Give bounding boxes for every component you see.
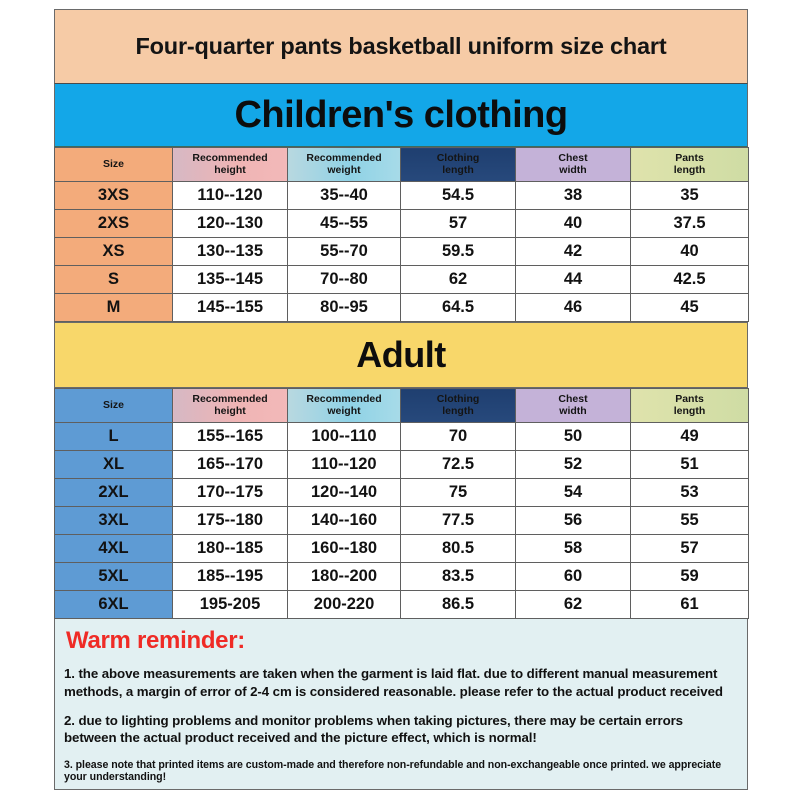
cell-size: M (55, 294, 173, 322)
cell-size: 3XL (55, 507, 173, 535)
column-header-recommended-weight (288, 148, 401, 182)
table-row (55, 535, 749, 563)
chart-title-banner (54, 9, 748, 83)
column-header-chest-width (516, 389, 631, 423)
cell-clothing-length: 80.5 (401, 535, 516, 563)
header-line-2: length (673, 404, 706, 417)
header-line-2: width (559, 163, 587, 176)
cell-size: 2XS (55, 210, 173, 238)
children-table-header-row (55, 148, 749, 182)
cell-size: 2XL (55, 479, 173, 507)
header-line-1: Chest (558, 151, 588, 164)
column-header-pants-length (631, 389, 749, 423)
column-header-recommended-height (173, 148, 288, 182)
table-row (55, 563, 749, 591)
adult-size-table (54, 388, 749, 619)
header-line-2: weight (327, 163, 361, 176)
header-line-1: Chest (558, 392, 588, 405)
page-title: Four-quarter pants basketball uniform size chart (135, 33, 667, 59)
header-line-2: length (442, 404, 474, 417)
cell-pants-length: 51 (631, 451, 749, 479)
cell-clothing-length: 57 (401, 210, 516, 238)
table-row (55, 182, 749, 210)
cell-size: XL (55, 451, 173, 479)
cell-chest-width: 54 (516, 479, 631, 507)
cell-height: 120--130 (173, 210, 288, 238)
cell-pants-length: 35 (631, 182, 749, 210)
cell-clothing-length: 64.5 (401, 294, 516, 322)
section-banner-children (54, 83, 748, 147)
cell-chest-width: 58 (516, 535, 631, 563)
header-line-1: Recommended (306, 151, 382, 164)
cell-chest-width: 38 (516, 182, 631, 210)
header-line-1: Pants (675, 392, 704, 405)
column-header-clothing-length (401, 389, 516, 423)
header-line-2: height (214, 163, 246, 176)
cell-height: 170--175 (173, 479, 288, 507)
column-header-size: Size (55, 389, 173, 423)
cell-weight: 200-220 (288, 591, 401, 619)
column-header-size: Size (55, 148, 173, 182)
cell-height: 155--165 (173, 423, 288, 451)
cell-weight: 140--160 (288, 507, 401, 535)
section-title-children: Children's clothing (234, 94, 568, 136)
cell-size: 5XL (55, 563, 173, 591)
size-chart-sheet (54, 9, 748, 790)
cell-chest-width: 42 (516, 238, 631, 266)
cell-chest-width: 52 (516, 451, 631, 479)
adult-table-header-row (55, 389, 749, 423)
table-row (55, 238, 749, 266)
warm-reminder-title: Warm reminder: (66, 627, 245, 654)
cell-weight: 45--55 (288, 210, 401, 238)
cell-chest-width: 60 (516, 563, 631, 591)
header-line-2: weight (327, 404, 361, 417)
cell-chest-width: 40 (516, 210, 631, 238)
warm-reminder-note-3: 3. please note that printed items are custom-made and therefore non-refundable and non-exchangeable once printed. we appreciate your understanding! (64, 758, 722, 784)
cell-height: 110--120 (173, 182, 288, 210)
table-row (55, 266, 749, 294)
column-header-pants-length (631, 148, 749, 182)
cell-height: 180--185 (173, 535, 288, 563)
column-header-recommended-weight (288, 389, 401, 423)
table-row (55, 294, 749, 322)
table-row (55, 591, 749, 619)
cell-clothing-length: 86.5 (401, 591, 516, 619)
cell-chest-width: 44 (516, 266, 631, 294)
warm-reminder-note-2: 2. due to lighting problems and monitor problems when taking pictures, there may be certain errors between the actual product received and the picture effect, which is normal! (64, 712, 683, 746)
header-line-1: Clothing (436, 151, 480, 164)
cell-pants-length: 45 (631, 294, 749, 322)
cell-weight: 110--120 (288, 451, 401, 479)
cell-pants-length: 61 (631, 591, 749, 619)
cell-weight: 55--70 (288, 238, 401, 266)
children-table-body (55, 182, 749, 322)
table-row (55, 210, 749, 238)
cell-height: 130--135 (173, 238, 288, 266)
cell-height: 145--155 (173, 294, 288, 322)
header-line-1: Recommended (306, 392, 382, 405)
cell-clothing-length: 75 (401, 479, 516, 507)
cell-weight: 80--95 (288, 294, 401, 322)
table-row (55, 479, 749, 507)
table-row (55, 507, 749, 535)
cell-clothing-length: 72.5 (401, 451, 516, 479)
header-line-1: Pants (675, 151, 704, 164)
cell-pants-length: 49 (631, 423, 749, 451)
cell-chest-width: 50 (516, 423, 631, 451)
cell-weight: 120--140 (288, 479, 401, 507)
cell-clothing-length: 54.5 (401, 182, 516, 210)
cell-pants-length: 53 (631, 479, 749, 507)
cell-chest-width: 56 (516, 507, 631, 535)
cell-clothing-length: 59.5 (401, 238, 516, 266)
header-line-2: width (559, 404, 587, 417)
table-row (55, 451, 749, 479)
cell-weight: 180--200 (288, 563, 401, 591)
header-line-2: length (442, 163, 474, 176)
cell-size: 4XL (55, 535, 173, 563)
warm-reminder-box (54, 619, 748, 790)
cell-pants-length: 57 (631, 535, 749, 563)
cell-chest-width: 46 (516, 294, 631, 322)
header-line-1: Clothing (436, 392, 480, 405)
section-banner-adult (54, 322, 748, 388)
column-header-clothing-length (401, 148, 516, 182)
section-title-adult: Adult (356, 334, 446, 375)
cell-clothing-length: 70 (401, 423, 516, 451)
cell-clothing-length: 62 (401, 266, 516, 294)
cell-weight: 70--80 (288, 266, 401, 294)
cell-pants-length: 40 (631, 238, 749, 266)
column-header-recommended-height (173, 389, 288, 423)
cell-chest-width: 62 (516, 591, 631, 619)
cell-height: 185--195 (173, 563, 288, 591)
table-row (55, 423, 749, 451)
cell-pants-length: 42.5 (631, 266, 749, 294)
cell-weight: 35--40 (288, 182, 401, 210)
cell-height: 165--170 (173, 451, 288, 479)
cell-pants-length: 37.5 (631, 210, 749, 238)
cell-size: XS (55, 238, 173, 266)
header-line-2: length (673, 163, 706, 176)
cell-clothing-length: 77.5 (401, 507, 516, 535)
cell-pants-length: 55 (631, 507, 749, 535)
cell-weight: 100--110 (288, 423, 401, 451)
cell-size: S (55, 266, 173, 294)
column-header-chest-width (516, 148, 631, 182)
cell-pants-length: 59 (631, 563, 749, 591)
cell-height: 195-205 (173, 591, 288, 619)
cell-size: 6XL (55, 591, 173, 619)
cell-size: L (55, 423, 173, 451)
children-size-table (54, 147, 749, 322)
cell-weight: 160--180 (288, 535, 401, 563)
cell-size: 3XS (55, 182, 173, 210)
header-line-1: Recommended (192, 151, 268, 164)
warm-reminder-note-1: 1. the above measurements are taken when the garment is laid flat. due to different manual measurement methods, a margin of error of 2-4 cm is considered reasonable. please refer to the actual product received (64, 666, 723, 699)
header-line-1: Recommended (192, 392, 268, 405)
adult-table-body (55, 423, 749, 619)
header-line-2: height (214, 404, 246, 417)
cell-height: 175--180 (173, 507, 288, 535)
cell-clothing-length: 83.5 (401, 563, 516, 591)
cell-height: 135--145 (173, 266, 288, 294)
